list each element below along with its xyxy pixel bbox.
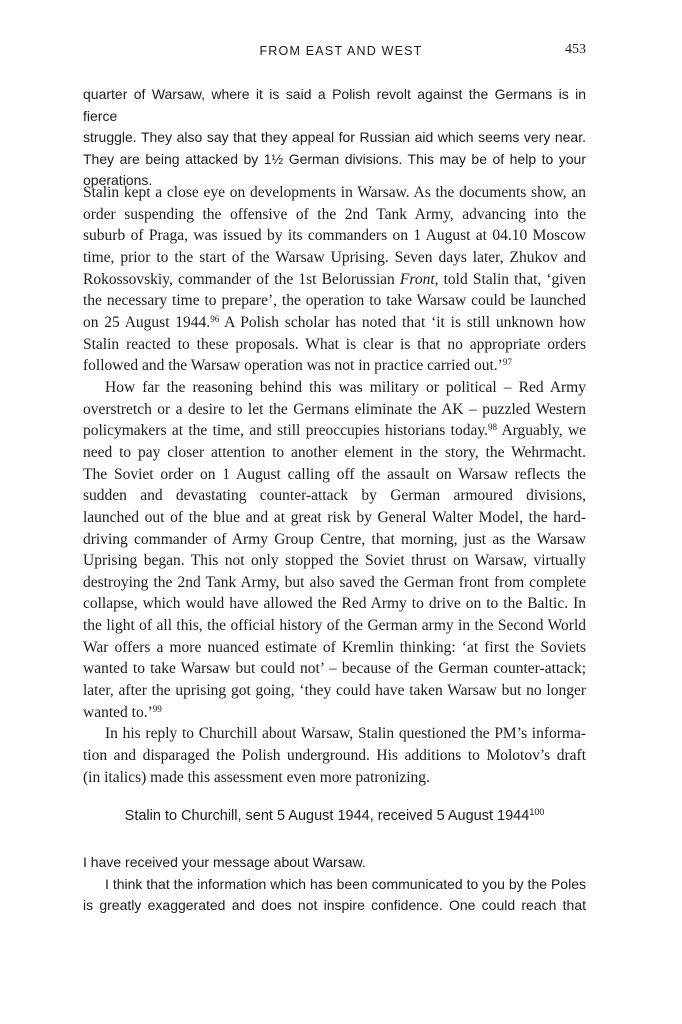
italic-term: Front — [399, 270, 435, 288]
text-run: Arguably, we — [496, 422, 586, 440]
text-line: driving commander of Army Group Centre, that morning, just as the Warsaw — [83, 530, 586, 548]
footnote-ref: 99 — [152, 703, 162, 714]
paragraph-3 — [83, 723, 586, 788]
text-line: They are being attacked by 1½ German divisions. This may be of help to your — [83, 150, 586, 167]
letter-text — [83, 852, 586, 917]
letter-heading — [83, 808, 586, 824]
text-line: time, prior to the start of the Warsaw Uprising. Seven days later, Zhukov and — [83, 248, 586, 266]
footnote-ref: 98 — [487, 422, 497, 433]
footnote-ref: 96 — [210, 313, 220, 324]
text-line: need to pay closer attention to another element in the story, the Wehrmacht. — [83, 443, 586, 461]
text-line: overstretch or a desire to let the Germans eliminate the AK – puzzled Western — [83, 400, 586, 418]
text-line: wanted to take Warsaw but could not’ – because of the German counter-attack; — [83, 660, 586, 678]
text-line — [83, 269, 586, 291]
text-line — [83, 420, 586, 442]
text-line: I think that the information which has been communicated to you by the Poles — [105, 875, 586, 892]
text-line: sudden and devastating counter-attack by German armoured divisions, — [83, 487, 586, 505]
text-run: policymakers at the time, and still preoccupies historians today. — [83, 422, 488, 440]
paragraph-2 — [83, 377, 586, 724]
text-line: How far the reasoning behind this was military or political – Red Army — [105, 378, 586, 396]
text-run: , told Stalin that, ‘given — [434, 270, 586, 288]
text-line: Uprising began. This not only stopped the Soviet thrust on Warsaw, virtually — [83, 552, 586, 570]
text-line: In his reply to Churchill about Warsaw, Stalin questioned the PM’s informa- — [105, 725, 586, 743]
text-line: War offers a more nuanced estimate of Kremlin thinking: ‘at first the Soviets — [83, 638, 586, 656]
text-line: is greatly exaggerated and does not inspire confidence. One could reach that — [83, 897, 586, 914]
text-line: (in italics) made this assessment even more patronizing. — [83, 768, 430, 786]
text-line — [83, 355, 586, 377]
text-line — [83, 312, 586, 334]
text-line — [83, 702, 586, 724]
text-line: tion and disparaged the Polish underground. His additions to Molotov’s draft — [83, 747, 586, 765]
footnote-ref: 100 — [529, 807, 545, 817]
text-line: launched out of the blue and at great risk by General Walter Model, the hard- — [83, 508, 586, 526]
text-line: operations. — [83, 172, 153, 189]
text-line: the light of all this, the official history of the German army in the Second World — [83, 617, 586, 635]
text-line: Stalin kept a close eye on developments in Warsaw. As the documents show, an — [83, 184, 586, 201]
text-run: on 25 August 1944. — [83, 313, 211, 331]
text-line: collapse, which would have allowed the Red Army to drive on to the Baltic. In — [83, 595, 586, 613]
text-line: order suspending the offensive of the 2nd Tank Army, advancing into the — [83, 205, 586, 223]
text-line: destroying the 2nd Tank Army, but also saved the German front from complete — [83, 573, 586, 591]
running-head: FROM EAST AND WEST — [259, 44, 423, 58]
text-line: Stalin reacted to these proposals. What is clear is that no appropriate orders — [83, 335, 586, 353]
text-line: The Soviet order on 1 August calling off the assault on Warsaw reflects the — [83, 465, 586, 483]
text-line: struggle. They also say that they appeal for Russian aid which seems very near. — [83, 129, 586, 146]
text-line: suburb of Praga, was issued by its commanders on 1 August at 04.10 Moscow — [83, 227, 586, 245]
text-line: I have received your message about Warsaw. — [83, 854, 366, 870]
paragraph-1 — [83, 182, 586, 377]
body-text — [83, 182, 586, 788]
text-line: the necessary time to prepare’, the operation to take Warsaw could be launched — [83, 292, 586, 310]
footnote-ref: 97 — [502, 357, 512, 368]
page-number: 453 — [565, 42, 586, 57]
text-line: later, after the uprising got going, ‘they could have taken Warsaw but no longer — [83, 682, 586, 700]
text-run: Rokossovskiy, commander of the 1st Belorussian — [83, 270, 400, 288]
text-run: wanted to.’ — [83, 703, 153, 721]
text-line: quarter of Warsaw, where it is said a Polish revolt against the Germans is in fierce — [83, 86, 586, 124]
letter-heading-text: Stalin to Churchill, sent 5 August 1944, received 5 August 1944 — [124, 808, 530, 824]
quoted-message-continuation — [83, 84, 586, 192]
text-run: A Polish scholar has noted that ‘it is still unknown how — [219, 313, 586, 331]
text-run: followed and the Warsaw operation was not in practice carried out.’ — [83, 357, 503, 375]
